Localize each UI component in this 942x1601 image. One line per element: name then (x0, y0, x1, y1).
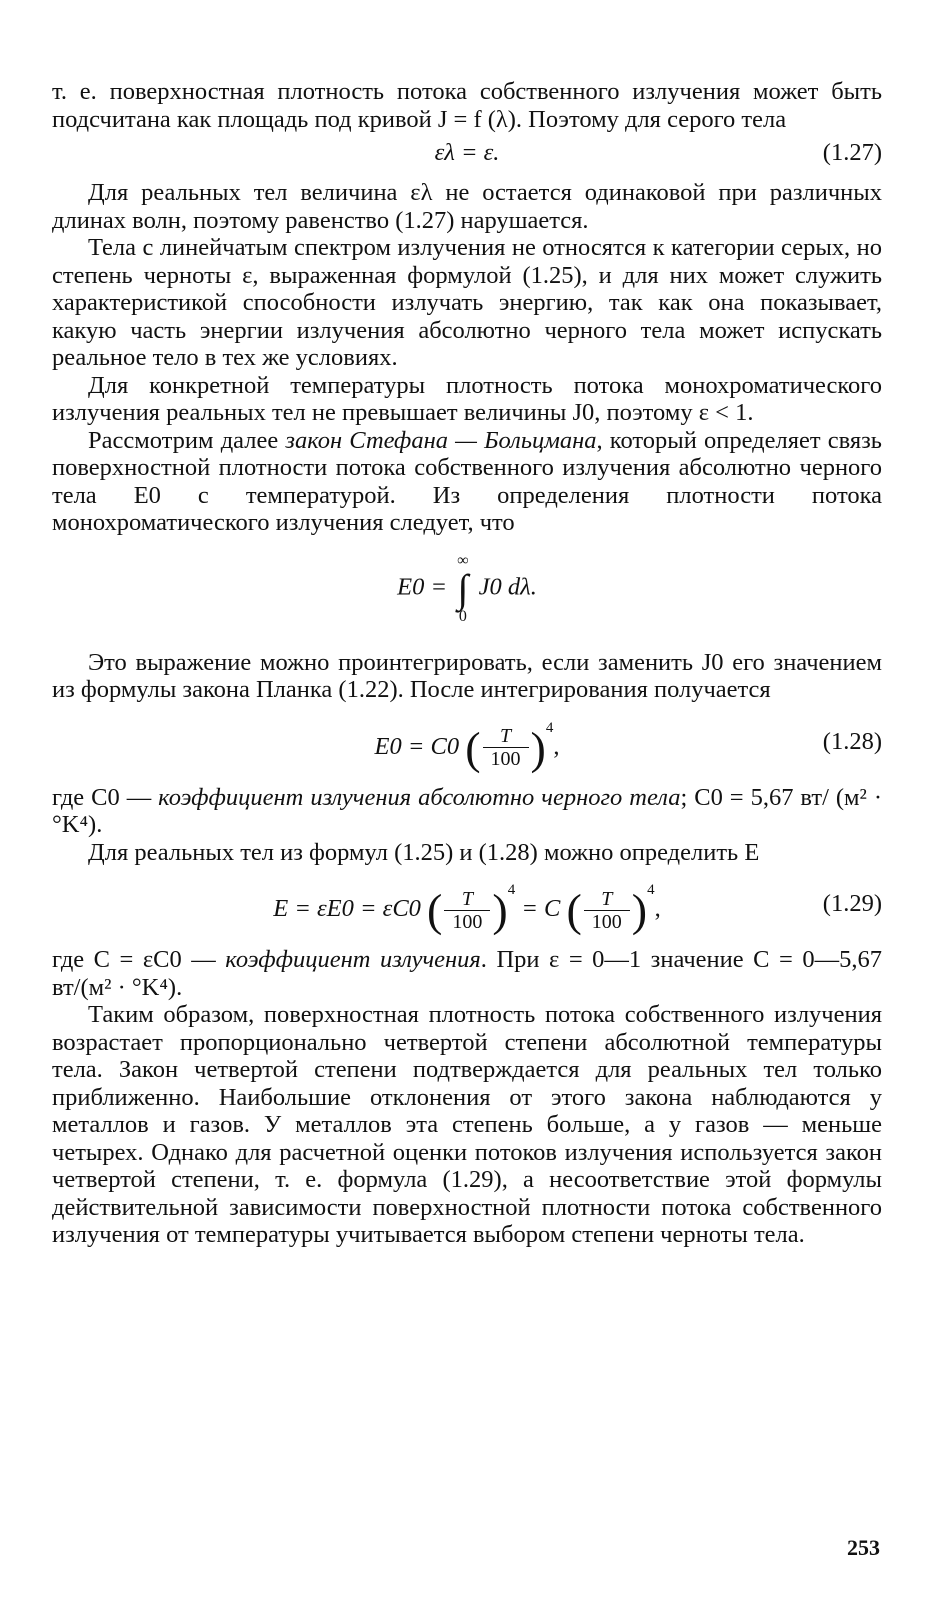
emission-coefficient-term: коэффициент излучения (225, 946, 481, 973)
equation-1-29-lhs: E = εE0 = εC0 (273, 895, 421, 922)
paragraph-4: Для конкретной температуры плотность потока монохроматического излучения реальных тел не превышает величины J0, поэтому ε < 1. (52, 371, 882, 426)
equation-1-28: E0 = C0 ( $\frac{T}{100}$ )$^4$, (1.28) (374, 719, 882, 773)
equation-1-27 (52, 139, 882, 167)
paragraph-5-start: Рассмотрим далее (88, 426, 286, 454)
equation-1-29-number: (1.29) (822, 890, 882, 917)
blackbody-coefficient-term: коэффициент излучения абсолютно черного тела (158, 783, 681, 811)
paragraph-9: где C = εC0 — коэффициент излучения. При ε = 0—1 значение C = 0—5,67 вт/(м² · °K⁴). (52, 946, 882, 1001)
integral-sign: ∞ ∫ 0 (457, 551, 469, 625)
paragraph-7: где C0 — коэффициент излучения абсолютно черного тела; C0 = 5,67 вт/ (м² · °K⁴). (52, 783, 882, 838)
equation-1-28-fraction: $\frac{T}{100}$ (483, 725, 529, 770)
integral-lower-limit: 0 (458, 607, 467, 625)
paragraph-3: Тела с линейчатым спектром излучения не относятся к категории серых, но степень черноты ε, выраженная формулой (1.25), и для них может служить характеристикой способности излучать энергию, так как она показывает, какую часть энергии излучения абсолютно черного тела может испускать реальное тело в тех же условиях. (52, 234, 882, 371)
integral-integrand: J0 dλ. (478, 573, 537, 601)
paragraph-8: Для реальных тел из формул (1.25) и (1.28) можно определить E (88, 838, 760, 866)
paragraph-5-end: , который определяет связь поверхностной плотности потока собственного излучения абсолютно черного тела E0 с температурой. Из определения плотности потока монохроматического излучения следует, что (52, 426, 882, 536)
equation-1-28-lhs: E0 = C0 (374, 732, 460, 760)
equation-1-27-number: (1.27) (822, 139, 882, 166)
equation-1-28-number: (1.28) (822, 727, 882, 755)
integral-lhs: E0 = (397, 573, 447, 601)
paragraph-1: т. е. поверхностная плотность потока собственного излучения может быть подсчитана как площадь под кривой J = f (λ). Поэтому для серого тела (52, 78, 882, 133)
integral-upper-limit: ∞ (457, 551, 469, 569)
paragraph-5 (52, 427, 882, 537)
paragraph-2: Для реальных тел величина ελ не остается одинаковой при различных длинах волн, поэтому равенство (1.27) нарушается. (52, 179, 882, 234)
paragraph-10: Таким образом, поверхностная плотность потока собственного излучения возрастает пропорционально четвертой степени абсолютной температуры тела. Закон четвертой степени подтверждается для реальных тел только приближенно. Наибольшие отклонения от этого закона наблюдаются у металлов и газов. У металлов эта степень больше, а у газов — меньше четырех. Однако для расчетной оценки потоков излучения используется закон четвертой степени, т. е. формула (1.29), а несоответствие этой формулы действительной зависимости поверхностной плотности потока собственного излучения от температуры учитывается выбором степени черноты тела. (52, 1001, 882, 1248)
page-number: 253 (847, 1535, 880, 1560)
paragraph-6: Это выражение можно проинтегрировать, если заменить J0 его значением из формулы закона Планка (1.22). После интегрирования получается (52, 648, 882, 703)
equation-1-28-power: 4 (545, 719, 554, 736)
equation-1-27-body: ελ = ε. (434, 139, 500, 166)
equation-1-29-mid: = C (521, 895, 561, 922)
integral-equation (52, 553, 882, 631)
stefan-boltzmann-term: закон Стефана — Больцмана (285, 426, 597, 454)
equation-1-29: E = εE0 = εC0 ( $\frac{T}{100}$ )$^4$ = C ( $\frac{T}{100}$ )$^4$, (1.29) (273, 882, 882, 936)
